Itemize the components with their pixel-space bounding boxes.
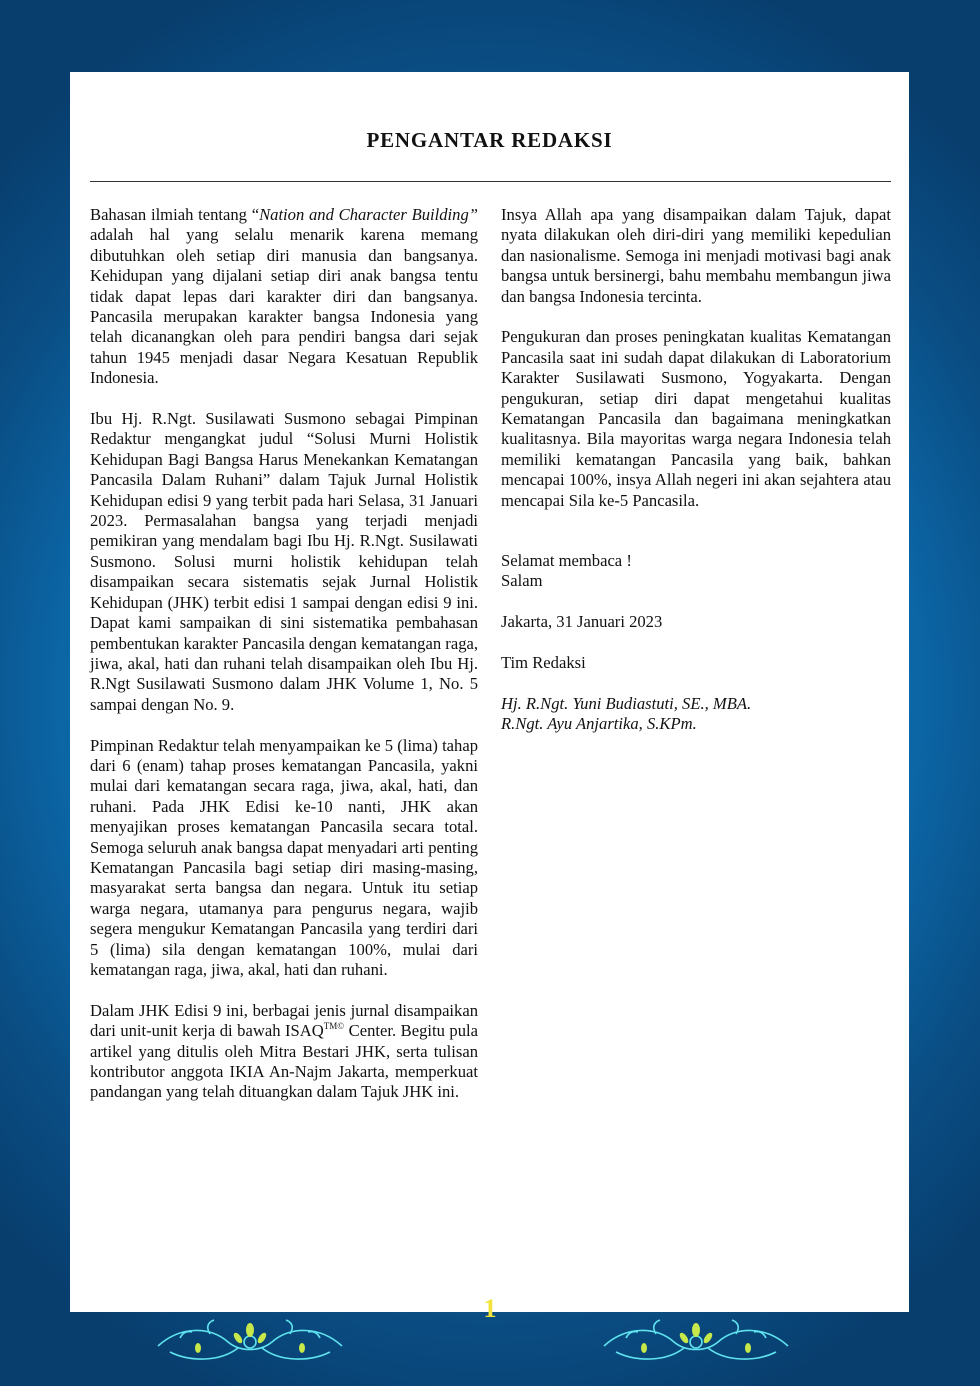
contents-text-a: Dalam JHK Edisi 9 ini, berbagai jenis jurnal disampaikan dari unit-unit kerja di bawah ISAQ [90,1000,478,1041]
intro-text-b: adalah hal yang selalu menarik karena memang dibutuhkan oleh setiap diri manusia dan bangsanya. Kehidupan yang dijalani setiap diri anak bangsa tentu tidak dapat lepas dari karakter diri dan bangsanya. Pancasila merupakan karakter bangsa Indonesia yang telah dicanangkan oleh para pendiri bangsa dari sejak tahun 1945 menjadi dasar Negara Kesatuan Republik Indonesia. [90,225,478,388]
paragraph-editor-in-chief: Ibu Hj. R.Ngt. Susilawati Susmono sebagai Pimpinan Redaktur mengangkat judul “Solusi Murni Holistik Kehidupan Bagi Bangsa Harus Menekankan Kematangan Pancasila Dalam Ruhani” dalam Tajuk Jurnal Holistik Kehidupan edisi 9 yang terbit pada hari Selasa, 31 Januari 2023. Permasalahan bangsa yang terjadi menjadi pemikiran yang mendalam bagi Ibu Hj. R.Ngt. Susilawati Susmono. Solusi murni holistik kehidupan telah disampaikan secara sistematis sejak Jurnal Holistik Kehidupan (JHK) terbit edisi 1 sampai dengan edisi 9 ini. Dapat kami sampaikan di sini sistematika pembahasan pembentukan karakter Pancasila dengan kematangan raga, jiwa, akal, hati dan ruhani telah disampaikan oleh Ibu Hj. R.Ngt Susilawati Susmono dalam JHK Volume 1, No. 5 sampai dengan No. 9. [90,409,478,714]
paragraph-intro [90,205,478,389]
contents-text-b: Center. Begitu pula artikel yang ditulis oleh Mitra Bestari JHK, serta tulisan kontributor anggota IKIA An-Najm Jakarta, memperkuat pandangan yang telah dituangkan dalam Tajuk JHK ini. [90,1021,478,1102]
paragraph-measurement: Pengukuran dan proses peningkatan kualitas Kematangan Pancasila saat ini sudah dapat dilakukan di Laboratorium Karakter Susilawati Susmono, Yogyakarta. Dengan pengukuran, setiap diri dapat mengetahui kualitas Kematangan Pancasila dan bagaimana meningkatkan kualitasnya. Bila mayoritas warga negara Indonesia telah memiliki kematangan Pancasila yang baik, bahkan mencapai 100%, insya Allah negeri ini akan sejahtera atau mencapai Sila ke-5 Pancasila. [501,327,891,510]
closing-salam: Salam [501,571,543,591]
page-title: PENGANTAR REDAKSI [366,128,613,152]
title-divider [90,181,891,182]
trademark-superscript: TM© [323,1021,345,1032]
floral-ornament-left-icon [150,1318,350,1368]
floral-ornament-right-icon [596,1318,796,1368]
paragraph-hope: Insya Allah apa yang disampaikan dalam Tajuk, dapat nyata dilakukan oleh diri-diri yang memiliki kepedulian dan nasionalisme. Semoga ini menjadi motivasi bagi anak bangsa untuk bersinergi, bahu membahu membangun jiwa dan bangsa Indonesia tercinta. [501,205,891,306]
signatory-1 [501,694,891,714]
paragraph-edition-contents [90,1001,478,1103]
left-column [90,205,478,1123]
page-sheet [70,72,909,1312]
closing-greeting: Selamat membaca ! [501,551,632,571]
signatory-2-name: R.Ngt. Ayu Anjartika, S.KPm. [501,714,697,734]
right-column [501,205,891,735]
intro-italic-term: Nation and Character Building” [259,205,478,224]
paragraph-pancasila-stages: Pimpinan Redaktur telah menyampaikan ke 5 (lima) tahap dari 6 (enam) tahap proses kematangan Pancasila, yakni mulai dari kematangan secara raga, jiwa, akal, hati, dan ruhani. Pada JHK Edisi ke-10 nanti, JHK akan menyajikan proses kematangan Pancasila secara total. Semoga seluruh anak bangsa dapat menyadari arti penting Kematangan Pancasila bagi setiap diri masing-masing, masyarakat serta bangsa dan negara. Untuk itu setiap warga negara, utamanya para pengurus negara, wajib segera mengukur Kematangan Pancasila yang terdiri dari 5 (lima) sila dengan kematangan 100%, mulai dari kematangan raga, jiwa, akal, hati dan ruhani. [90,735,478,979]
place-and-date: Jakarta, 31 Januari 2023 [501,612,663,632]
signatory-2 [501,714,891,734]
signatory-1-name: Hj. R.Ngt. Yuni Budiastuti, SE., MBA. [501,693,752,713]
page-number: 1 [483,1294,497,1323]
intro-text-a: Bahasan ilmiah tentang “ [90,205,260,224]
editorial-team: Tim Redaksi [501,653,586,673]
